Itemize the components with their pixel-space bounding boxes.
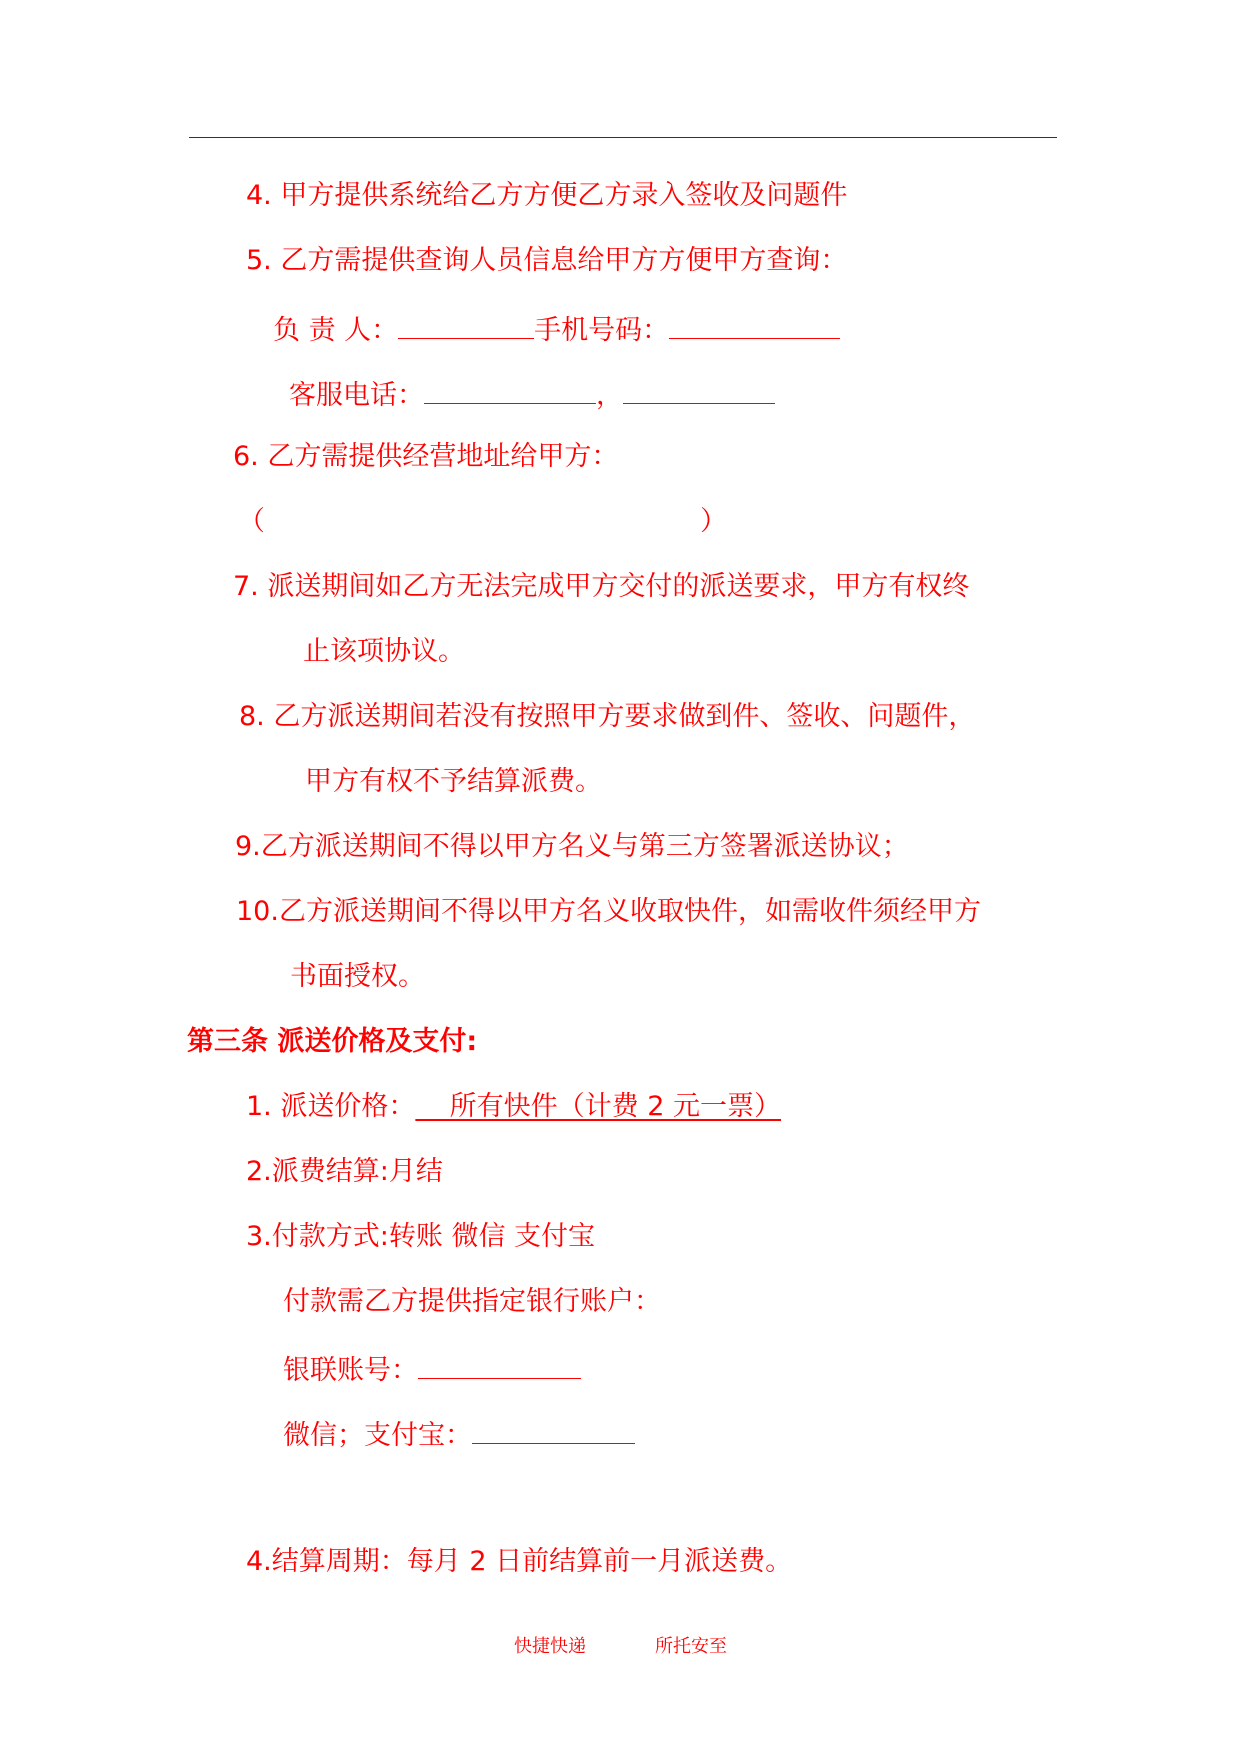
address-close-paren: ） <box>700 506 727 537</box>
phone-blank[interactable] <box>669 310 840 339</box>
price-label: 1. 派送价格： <box>246 1091 416 1122</box>
manager-blank[interactable] <box>398 310 534 339</box>
clause-4: 4. 甲方提供系统给乙方方便乙方录入签收及问题件 <box>246 180 848 211</box>
footer-left: 快捷快递 <box>514 1636 586 1657</box>
service-phone-row <box>289 375 775 413</box>
clause-5: 5. 乙方需提供查询人员信息给甲方方便甲方查询： <box>246 245 848 276</box>
wechat-alipay-blank[interactable] <box>472 1415 635 1444</box>
clause-10-line-1: 10.乙方派送期间不得以甲方名义收取快件，如需收件须经甲方 <box>236 896 981 927</box>
wechat-alipay-row <box>283 1415 635 1453</box>
clause-10-line-2: 书面授权。 <box>290 961 425 992</box>
footer-right: 所托安至 <box>655 1636 727 1657</box>
address-open-paren: （ <box>238 506 265 537</box>
settlement-method: 2.派费结算:月结 <box>246 1156 443 1187</box>
clause-8-line-1: 8. 乙方派送期间若没有按照甲方要求做到件、签收、问题件， <box>239 701 976 732</box>
price-row <box>246 1090 781 1124</box>
bank-account-blank[interactable] <box>418 1350 581 1379</box>
bank-account-row <box>283 1350 581 1388</box>
clause-7-line-2: 止该项协议。 <box>303 636 465 667</box>
header-rule <box>189 137 1057 138</box>
clause-7-line-1: 7. 派送期间如乙方无法完成甲方交付的派送要求，甲方有权终 <box>233 571 970 602</box>
clause-9: 9.乙方派送期间不得以甲方名义与第三方签署派送协议； <box>235 831 909 862</box>
comma: ， <box>596 380 623 411</box>
section-3-heading: 第三条 派送价格及支付: <box>187 1026 478 1057</box>
payment-method: 3.付款方式:转账 微信 支付宝 <box>246 1221 596 1252</box>
bank-account-label: 银联账号： <box>283 1355 418 1386</box>
wechat-alipay-label: 微信；支付宝： <box>283 1420 472 1451</box>
price-value: 所有快件（计费 2 元一票） <box>415 1091 782 1122</box>
service-phone-blank-1[interactable] <box>424 375 596 404</box>
clause-6: 6. 乙方需提供经营地址给甲方： <box>233 441 619 472</box>
payment-account-note: 付款需乙方提供指定银行账户： <box>283 1286 661 1317</box>
service-phone-blank-2[interactable] <box>623 375 775 404</box>
settlement-cycle: 4.结算周期：每月 2 日前结算前一月派送费。 <box>246 1546 793 1577</box>
clause-8-line-2: 甲方有权不予结算派费。 <box>305 766 602 797</box>
service-phone-label: 客服电话： <box>289 380 424 411</box>
contact-row <box>273 310 840 348</box>
manager-label: 负 责 人： <box>273 315 399 346</box>
phone-label: 手机号码： <box>534 315 670 346</box>
